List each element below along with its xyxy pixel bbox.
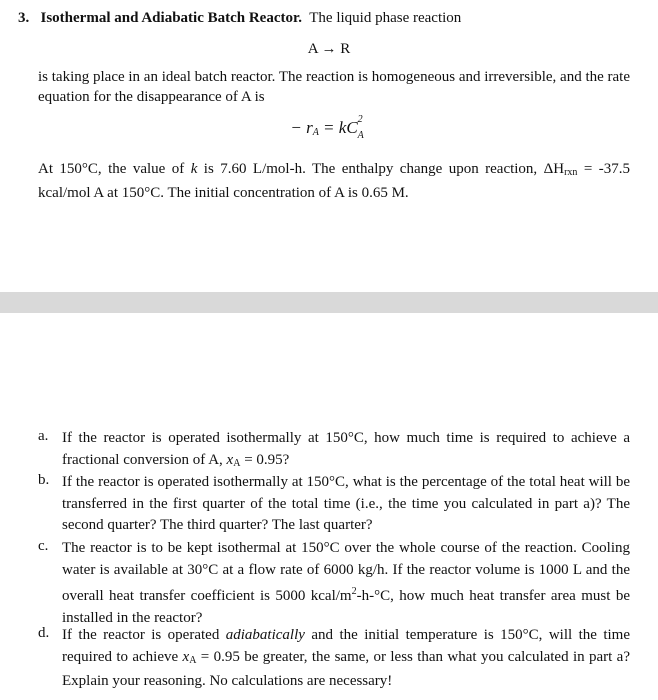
rate-lhs: − r bbox=[290, 118, 313, 137]
problem-intro: The liquid phase reaction bbox=[309, 10, 462, 26]
para2-text-2: is 7.60 L/mol-h. The enthalpy change upon reaction, ΔH bbox=[197, 161, 565, 177]
rate-equation bbox=[0, 114, 658, 144]
question-text bbox=[62, 428, 630, 474]
question-text bbox=[62, 538, 630, 629]
rate-rhs-sub: A bbox=[357, 130, 364, 141]
question-d-text-3: = 0.95 be greater, the same, or less than what you calculated in part a? Explain your reasoning. No calculations are necessary! bbox=[62, 648, 630, 689]
question-letter: b. bbox=[38, 472, 50, 488]
question-text bbox=[62, 625, 630, 693]
question-letter: c. bbox=[38, 538, 49, 554]
area-exponent: 2 bbox=[351, 586, 357, 597]
question-letter: d. bbox=[38, 625, 50, 641]
conversion-subscript: A bbox=[189, 654, 197, 666]
adiabatic-emphasis: adiabatically bbox=[225, 627, 305, 643]
problem-paragraph-2 bbox=[38, 159, 630, 203]
question-a-text-1: If the reactor is operated isothermally at 150°C, how much time is required to achieve a fractional conversion of A, bbox=[62, 430, 630, 468]
question-text: If the reactor is operated isothermally at 150°C, what is the percentage of the total heat will be transferred in the first quarter of the total time (i.e., the time you calculated in part a)? The second quarter? The third quarter? The last quarter? bbox=[62, 474, 630, 533]
question-c-text-2: -h-°C, how much heat transfer area must be installed in the reactor? bbox=[62, 588, 631, 626]
problem-heading bbox=[18, 8, 638, 28]
para2-text-1: At 150°C, the value of bbox=[38, 161, 191, 177]
problem-paragraph-1: is taking place in an ideal batch reactor. The reaction is homogeneous and irreversible, and the rate equation for the disappearance of A is bbox=[38, 69, 630, 105]
rate-rhs-sup: 2 bbox=[357, 114, 363, 125]
reaction-equation: A → R bbox=[307, 41, 351, 57]
rate-lhs-sub: A bbox=[312, 127, 319, 138]
para2-text-3: = -37.5 kcal/mol A at 150°C. The initial concentration of A is 0.65 M. bbox=[38, 161, 630, 201]
rxn-subscript: rxn bbox=[564, 167, 578, 178]
rate-eq-mid: = kC bbox=[318, 118, 358, 137]
problem-title: Isothermal and Adiabatic Batch Reactor. bbox=[40, 10, 303, 26]
conversion-symbol: x bbox=[182, 648, 190, 665]
question-letter: a. bbox=[38, 428, 49, 444]
question-a-text-2: = 0.95? bbox=[240, 451, 290, 468]
conversion-subscript: A bbox=[233, 457, 241, 469]
question-c-text-1: The reactor is to be kept isothermal at 150°C over the whole course of the reaction. Cooling water is available at 30°C at a flow rate of 6000 kg/h. If the reactor volume is 1000 L and the overall heat transfer coefficient is 5000 kcal/m bbox=[62, 540, 630, 604]
rate-constant-symbol: k bbox=[190, 161, 198, 177]
conversion-symbol: x bbox=[226, 451, 234, 468]
question-d-text-1: If the reactor is operated bbox=[62, 627, 226, 643]
problem-number: 3. bbox=[18, 10, 30, 26]
divider-bar bbox=[0, 292, 658, 313]
question-d-text-2: and the initial temperature is 150°C, will the time required to achieve bbox=[62, 627, 630, 665]
